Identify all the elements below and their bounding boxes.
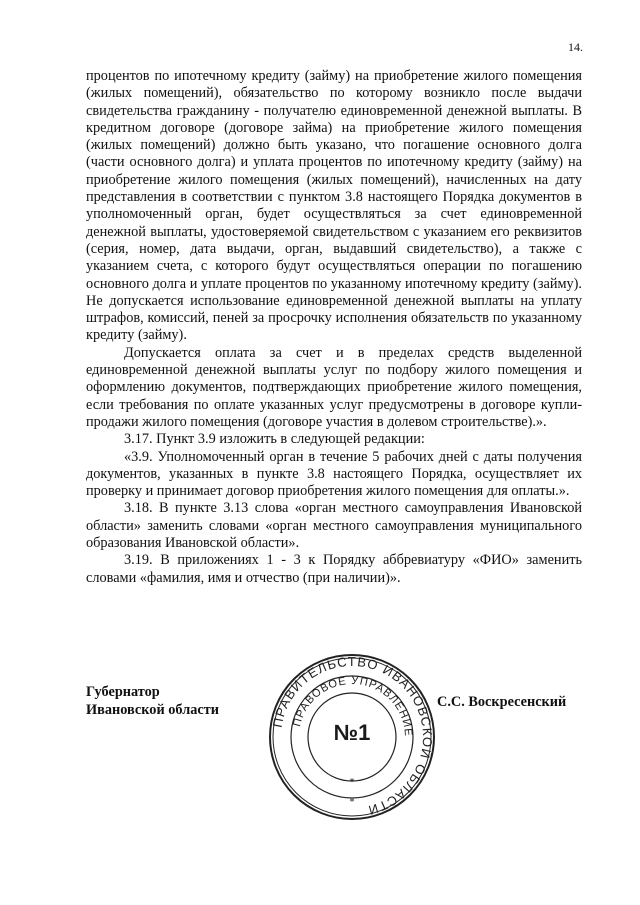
seal-star-icon-2: *: [349, 797, 355, 808]
official-seal: [268, 653, 436, 821]
signatory-name: С.С. Воскресенский: [437, 694, 567, 710]
page-number-suffix: .: [580, 40, 583, 54]
paragraph-continuation: процентов по ипотечному кредиту (займу) на приобретение жилого помещения (жилых помещений), обязательство по которому возникло после выдачи свидетельства гражданину - получателю единовременной денежной выплаты. В кредитном договоре (договоре займа) на приобретение жилого помещения (жилых помещений) должно быть указано, что погашение основного долга (части основного долга) и уплата процентов по ипотечному кредиту (займу) на приобретение жилого помещения (жилых помещений), начисленных на дату представления в соответствии с пунктом 3.8 настоящего Порядка документов в уполномоченный орган, будет осуществляться за счет единовременной денежной выплаты, удостоверяемой свидетельством с указанием его реквизитов (серия, номер, дата выдачи, орган, выдавший свидетельство), а также с указанием счета, с которого будут осуществляться операции по погашению основного долга и уплате процентов по указанному ипотечному кредиту (займу). Не допускается использование единовременной денежной выплаты на уплату штрафов, комиссий, пеней за просрочку исполнения обязательств по указанному кредиту (займу).: [86, 68, 582, 344]
signatory-title: [86, 683, 219, 719]
paragraph-payment-services: Допускается оплата за счет и в пределах средств выделенной единовременной денежной выплаты услуг по подбору жилого помещения и оформлению документов, подтверждающих приобретение жилого помещения, если требования по оплате указанных услуг предусмотрены в договоре купли-продажи жилого помещения (договоре участия в долевом строительстве).».: [86, 344, 582, 430]
seal-star-icon: *: [349, 777, 355, 788]
seal-number: №1: [333, 720, 371, 745]
seal-inner-text: ПРАВОВОЕ УПРАВЛЕНИЕ: [291, 674, 415, 738]
page-number: [568, 40, 583, 55]
document-body: [86, 68, 582, 587]
page-number-value: 14: [568, 40, 580, 54]
paragraph-3-18: 3.18. В пункте 3.13 слова «орган местного самоуправления Ивановской области» заменить словами «орган местного самоуправления муниципального образования Ивановской области».: [86, 500, 582, 552]
seal-outer-text: ПРАВИТЕЛЬСТВО ИВАНОВСКОЙ ОБЛАСТИ: [269, 653, 436, 819]
signatory-title-line1: Губернатор: [86, 684, 160, 700]
paragraph-3-19: 3.19. В приложениях 1 - 3 к Порядку аббревиатуру «ФИО» заменить словами «фамилия, имя и отчество (при наличии)».: [86, 552, 582, 586]
signatory-title-line2: Ивановской области: [86, 702, 219, 718]
paragraph-3-17: 3.17. Пункт 3.9 изложить в следующей редакции:: [124, 431, 425, 448]
paragraph-3-9-new: «3.9. Уполномоченный орган в течение 5 рабочих дней с даты получения документов, указанных в пункте 3.8 настоящего Порядка, осуществляет их проверку и принимает договор приобретения жилого помещения для оплаты.».: [86, 448, 582, 500]
